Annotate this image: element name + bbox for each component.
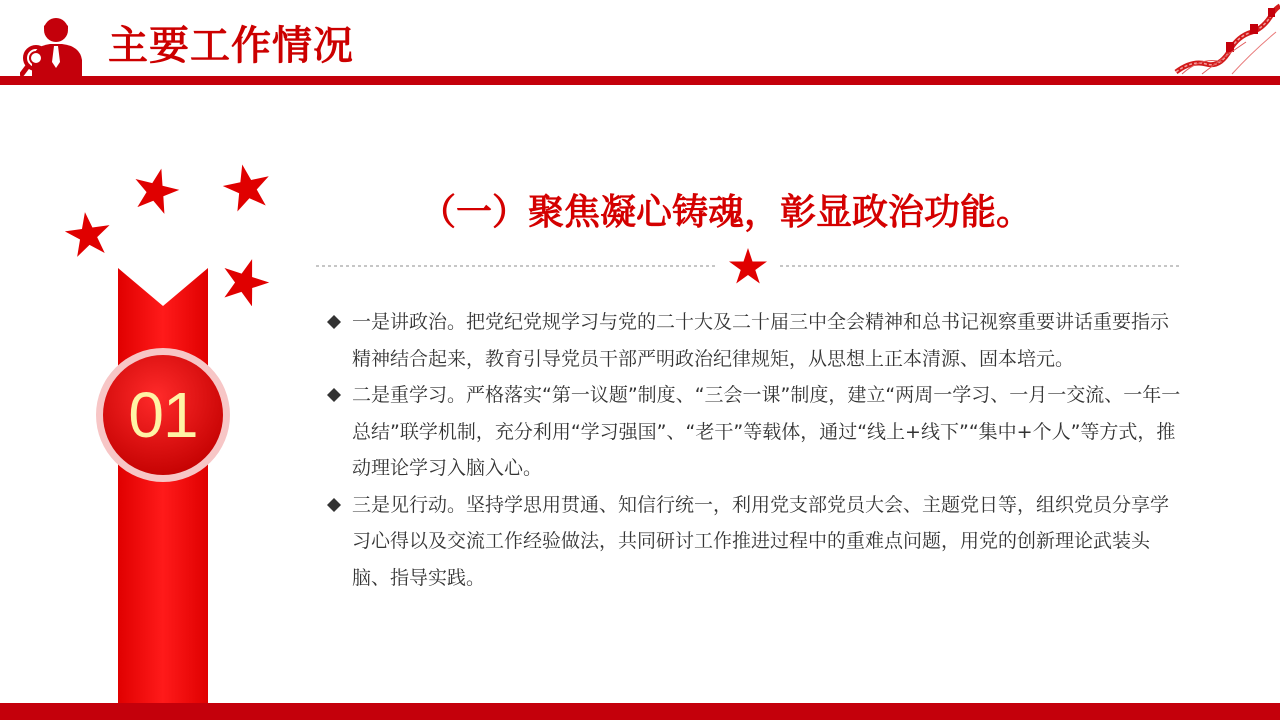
star-icon	[220, 256, 270, 306]
red-ribbon	[118, 268, 208, 720]
diamond-icon	[324, 312, 344, 332]
official-person-icon	[20, 14, 84, 78]
great-wall-decoration-icon	[1172, 2, 1280, 76]
footer-bar	[0, 703, 1280, 720]
list-item-text: 三是见行动。坚持学思用贯通、知信行统一，利用党支部党员大会、主题党日等，组织党员分享学习心得以及交流工作经验做法，共同研讨工作推进过程中的重难点问题，用党的创新理论武装头脑、指导实践。	[352, 493, 1170, 589]
section-heading: （一）聚焦凝心铸魂，彰显政治功能。	[420, 192, 1033, 233]
diamond-icon	[324, 495, 344, 515]
header-divider	[0, 76, 1280, 85]
diamond-icon	[324, 385, 344, 405]
bullet-list	[322, 304, 1182, 596]
section-number: 01	[128, 379, 198, 451]
divider-star-icon	[729, 248, 767, 284]
star-icon	[222, 162, 272, 212]
star-icon	[132, 166, 180, 214]
list-item	[322, 377, 1182, 487]
list-item-text: 一是讲政治。把党纪党规学习与党的二十大及二十届三中全会精神和总书记视察重要讲话重要指示精神结合起来，教育引导党员干部严明政治纪律规矩，从思想上正本清源、固本培元。	[352, 311, 1170, 370]
list-item	[322, 304, 1182, 377]
star-icon	[64, 210, 112, 258]
list-item	[322, 487, 1182, 597]
list-item-text: 二是重学习。严格落实“第一议题”制度、“三会一课”制度，建立“两周一学习、一月一交流、一年一总结”联学机制，充分利用“学习强国”、“老干”等载体，通过“线上+线下”“集中+个人”等方式，推动理论学习入脑入心。	[352, 384, 1181, 479]
page-title: 主要工作情况	[108, 23, 354, 69]
star-divider	[316, 244, 1180, 284]
